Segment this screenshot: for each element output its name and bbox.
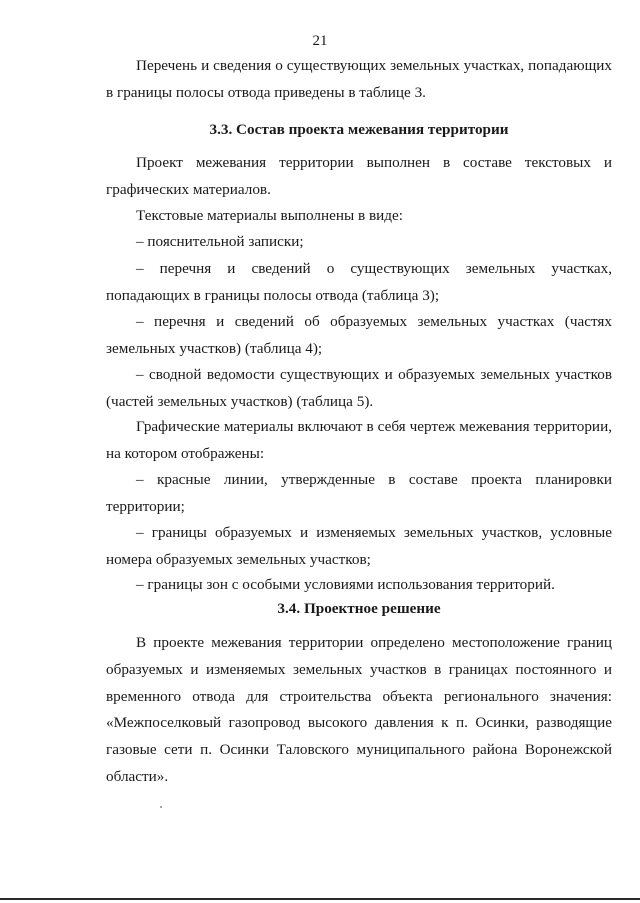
list-item-existing-plots [106,256,612,309]
list-item-text: – перечня и сведений об образуемых земельных участках (частях земельных участков) (таблица 4); [106,313,612,357]
list-item-explanatory-note [106,229,612,256]
list-item-text: – сводной ведомости существующих и образуемых земельных участков (частей земельных участков) (таблица 5). [106,366,612,410]
list-item-plot-boundaries [106,520,612,573]
heading-text: 3.4. Проектное решение [277,600,441,617]
list-item-text: – перечня и сведений о существующих земельных участках, попадающих в границы полосы отвода (таблица 3); [106,260,612,304]
paragraph-graphic-materials [106,414,612,467]
list-item-text: – пояснительной записки; [136,233,304,250]
heading-text: 3.3. Состав проекта межевания территории [209,121,509,138]
paragraph-table3-reference [106,53,612,106]
list-item-red-lines [106,467,612,520]
paragraph-text: Текстовые материалы выполнены в виде: [136,207,403,224]
paragraph-text: Графические материалы включают в себя чертеж межевания территории, на котором отображены: [106,418,612,462]
list-item-text: – границы образуемых и изменяемых земельных участков, условные номера образуемых земельных участков; [106,524,612,568]
list-item-text: – границы зон с особыми условиями использования территорий. [136,576,555,593]
section-heading-3-3 [106,117,612,144]
paragraph-project-decision [106,630,612,791]
paragraph-composition [106,150,612,203]
paragraph-text: Перечень и сведения о существующих земельных участках, попадающих в границы полосы отвода приведены в таблице 3. [106,57,612,101]
list-item-formed-plots [106,309,612,362]
paragraph-text: Проект межевания территории выполнен в составе текстовых и графических материалов. [106,154,612,198]
scan-artifact [160,806,162,808]
list-item-special-zones [106,572,612,599]
page-number: 21 [312,33,328,49]
list-item-text: – красные линии, утвержденные в составе проекта планировки территории; [106,471,612,515]
bottom-edge-rule [0,898,640,900]
list-item-summary-statement [106,362,612,415]
paragraph-text: В проекте межевания территории определено местоположение границ образуемых и изменяемых земельных участков в границах постоянного и временного отвода для строительства объекта регионального значения: «Межпоселковый газопровод высокого давления к п. Осинки, разводящие газовые сети п. Осинки Таловского муниципального района Воронежской области». [106,634,612,785]
paragraph-text-materials [106,203,612,230]
section-heading-3-4 [106,596,612,623]
